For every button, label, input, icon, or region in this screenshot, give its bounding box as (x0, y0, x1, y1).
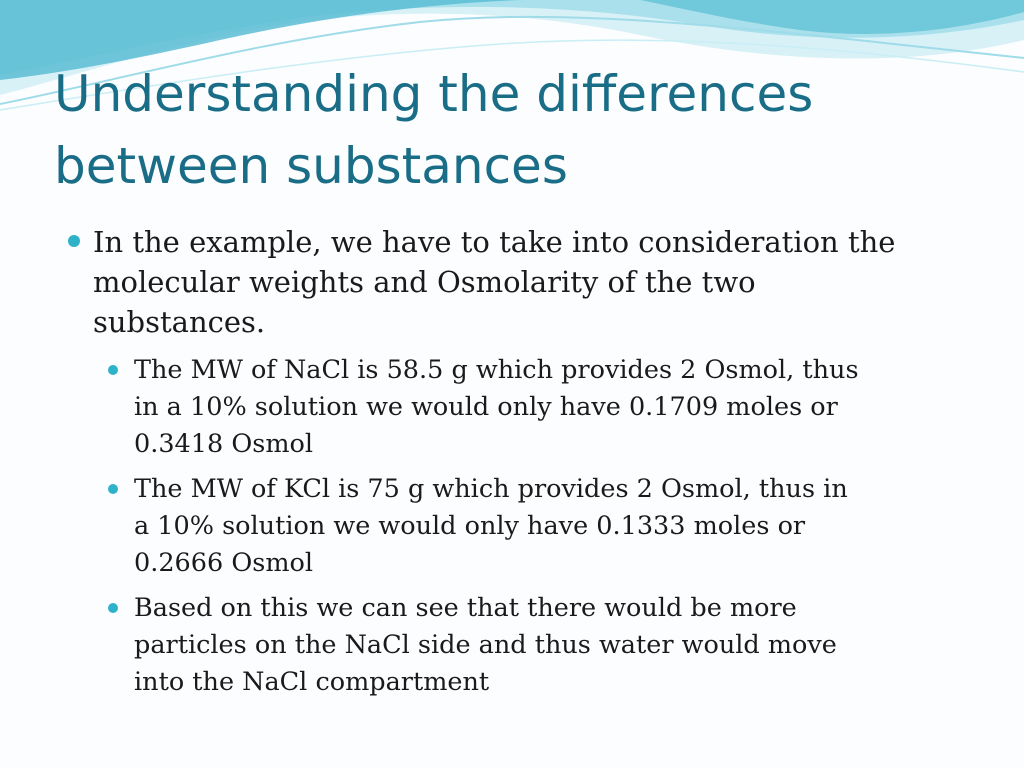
bullet-main-line-1: In the example, we have to take into consideration the (93, 225, 896, 259)
slide-title-line-1: Understanding the differences (54, 65, 814, 123)
sub-bullet-conclusion-line-1: Based on this we can see that there would be more (134, 593, 797, 623)
bullet-dot-icon (108, 365, 118, 375)
bullet-main (62, 222, 962, 342)
sub-bullet-kcl (134, 471, 962, 582)
bullet-main-line-2: molecular weights and Osmolarity of the two (93, 265, 756, 299)
sub-bullet-nacl (134, 352, 962, 463)
slide-title-line-2: between substances (54, 137, 568, 195)
sub-bullet-conclusion-line-2: particles on the NaCl side and thus water would move (134, 630, 837, 660)
slide-title (54, 58, 954, 202)
bullet-dot-icon (108, 603, 118, 613)
sub-bullet-kcl-line-1: The MW of KCl is 75 g which provides 2 Osmol, thus in (134, 474, 848, 504)
sub-bullet-kcl-line-3: 0.2666 Osmol (134, 548, 314, 578)
slide-body (62, 222, 962, 701)
sub-bullet-kcl-line-2: a 10% solution we would only have 0.1333 moles or (134, 511, 806, 541)
sub-bullet-conclusion (134, 590, 962, 701)
sub-bullet-nacl-line-1: The MW of NaCl is 58.5 g which provides 2 Osmol, thus (134, 355, 859, 385)
bullet-dot-icon (108, 484, 118, 494)
sub-bullet-nacl-line-3: 0.3418 Osmol (134, 429, 314, 459)
sub-bullet-conclusion-line-3: into the NaCl compartment (134, 667, 490, 697)
bullet-dot-icon (68, 235, 80, 247)
bullet-main-line-3: substances. (93, 305, 266, 339)
sub-bullet-nacl-line-2: in a 10% solution we would only have 0.1709 moles or (134, 392, 838, 422)
